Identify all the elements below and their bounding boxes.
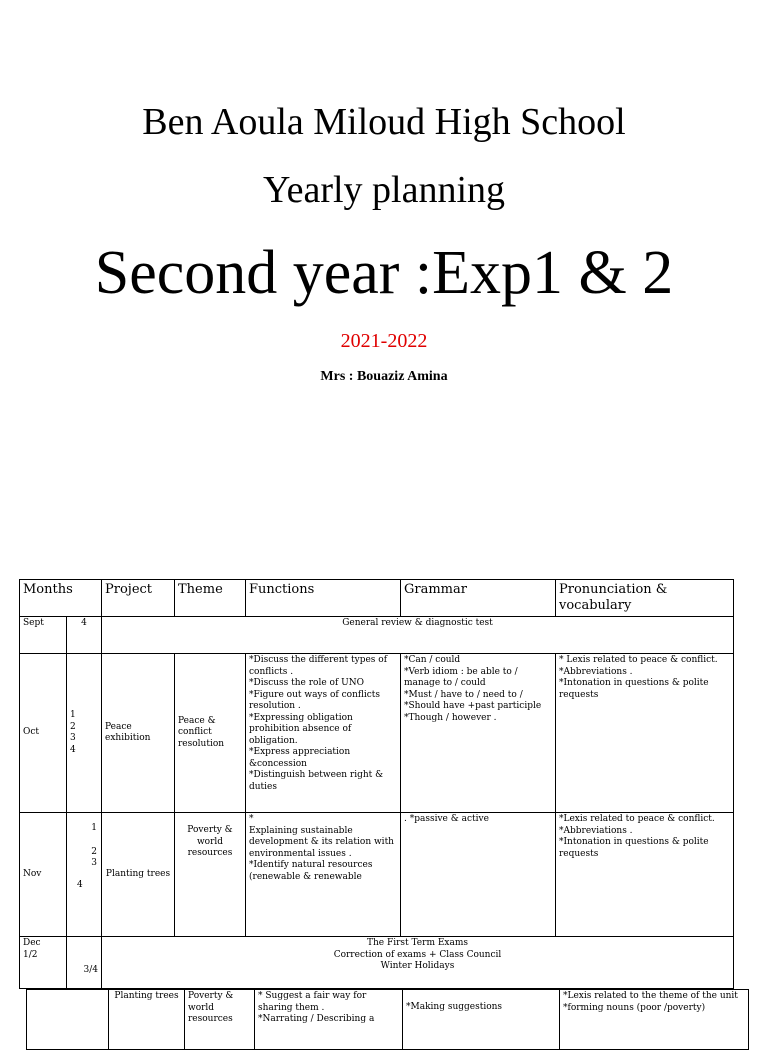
nov-theme: Poverty & world resources xyxy=(175,813,246,937)
oct-project: Peace exhibition xyxy=(102,654,175,813)
nov-weeks-2-3: 2 3 xyxy=(91,846,97,868)
nov-weeks xyxy=(67,813,102,937)
nov-week-4: 4 xyxy=(77,879,83,890)
nov-month: Nov xyxy=(20,813,67,937)
continued-pronunciation: *Lexis related to the theme of the unit *forming nouns (poor /poverty) xyxy=(560,990,749,1050)
dec-holidays: Winter Holidays xyxy=(380,961,455,971)
dec-correction: Correction of exams + Class Council xyxy=(333,949,502,960)
oct-month: Oct xyxy=(20,654,67,813)
school-name: Ben Aoula Miloud High School xyxy=(142,101,626,143)
nov-functions: * Explaining sustainable development & its relation with environmental issues . *Identify natural resources (renewable & renewable xyxy=(246,813,401,937)
table-row-dec xyxy=(20,937,734,989)
oct-grammar: *Can / could *Verb idiom : be able to / manage to / could *Must / have to / need to / *Should have +past participle *Though / however . xyxy=(401,654,556,813)
header-grammar: Grammar xyxy=(401,580,556,617)
class-level-title: Second year :Exp1 & 2 xyxy=(94,239,674,307)
teacher-name: Mrs : Bouaziz Amina xyxy=(320,369,448,384)
oct-pronunciation: * Lexis related to peace & conflict. *Abbreviations . *Intonation in questions & polite requests xyxy=(556,654,734,813)
table-row-sept xyxy=(20,617,734,654)
oct-theme: Peace & conflict resolution xyxy=(175,654,246,813)
header-theme: Theme xyxy=(175,580,246,617)
nov-pronunciation: *Lexis related to peace & conflict. *Abbreviations . *Intonation in questions & polite requests xyxy=(556,813,734,937)
dec-content xyxy=(102,937,734,989)
oct-weeks: 1 2 3 4 xyxy=(67,654,102,813)
nov-week-1: 1 xyxy=(91,823,97,833)
continued-theme: Poverty & world resources xyxy=(185,990,255,1050)
sept-content: General review & diagnostic test xyxy=(102,617,734,654)
oct-functions: *Discuss the different types of conflicts . *Discuss the role of UNO *Figure out ways of conflicts resolution . *Expressing obligation prohibition absence of obligation. *Express appreciation &concession *Distinguish between right & duties xyxy=(246,654,401,813)
dec-weeks: 3/4 xyxy=(67,937,102,989)
table-header-row xyxy=(20,580,734,617)
header-months: Months xyxy=(20,580,102,617)
nov-project: Planting trees xyxy=(102,813,175,937)
document-subtitle: Yearly planning xyxy=(262,169,506,211)
header-pronunciation: Pronunciation & vocabulary xyxy=(556,580,734,617)
sept-month: Sept xyxy=(20,617,67,654)
nov-grammar: . *passive & active xyxy=(401,813,556,937)
table-row-nov xyxy=(20,813,734,937)
dec-month: Dec 1/2 xyxy=(20,937,67,989)
continued-month xyxy=(27,990,109,1050)
yearly-planning-table xyxy=(19,579,734,989)
table-row-oct xyxy=(20,654,734,813)
continued-project: Planting trees xyxy=(109,990,185,1050)
school-years: 2021-2022 xyxy=(340,330,428,352)
table-row-continued xyxy=(27,990,749,1050)
continued-functions: * Suggest a fair way for sharing them . *Narrating / Describing a xyxy=(255,990,403,1050)
yearly-planning-table-continued xyxy=(26,989,749,1050)
header-functions: Functions xyxy=(246,580,401,617)
header-project: Project xyxy=(102,580,175,617)
continued-grammar: *Making suggestions xyxy=(403,990,560,1050)
dec-exams: The First Term Exams xyxy=(367,938,468,948)
sept-weeks: 4 xyxy=(67,617,102,654)
